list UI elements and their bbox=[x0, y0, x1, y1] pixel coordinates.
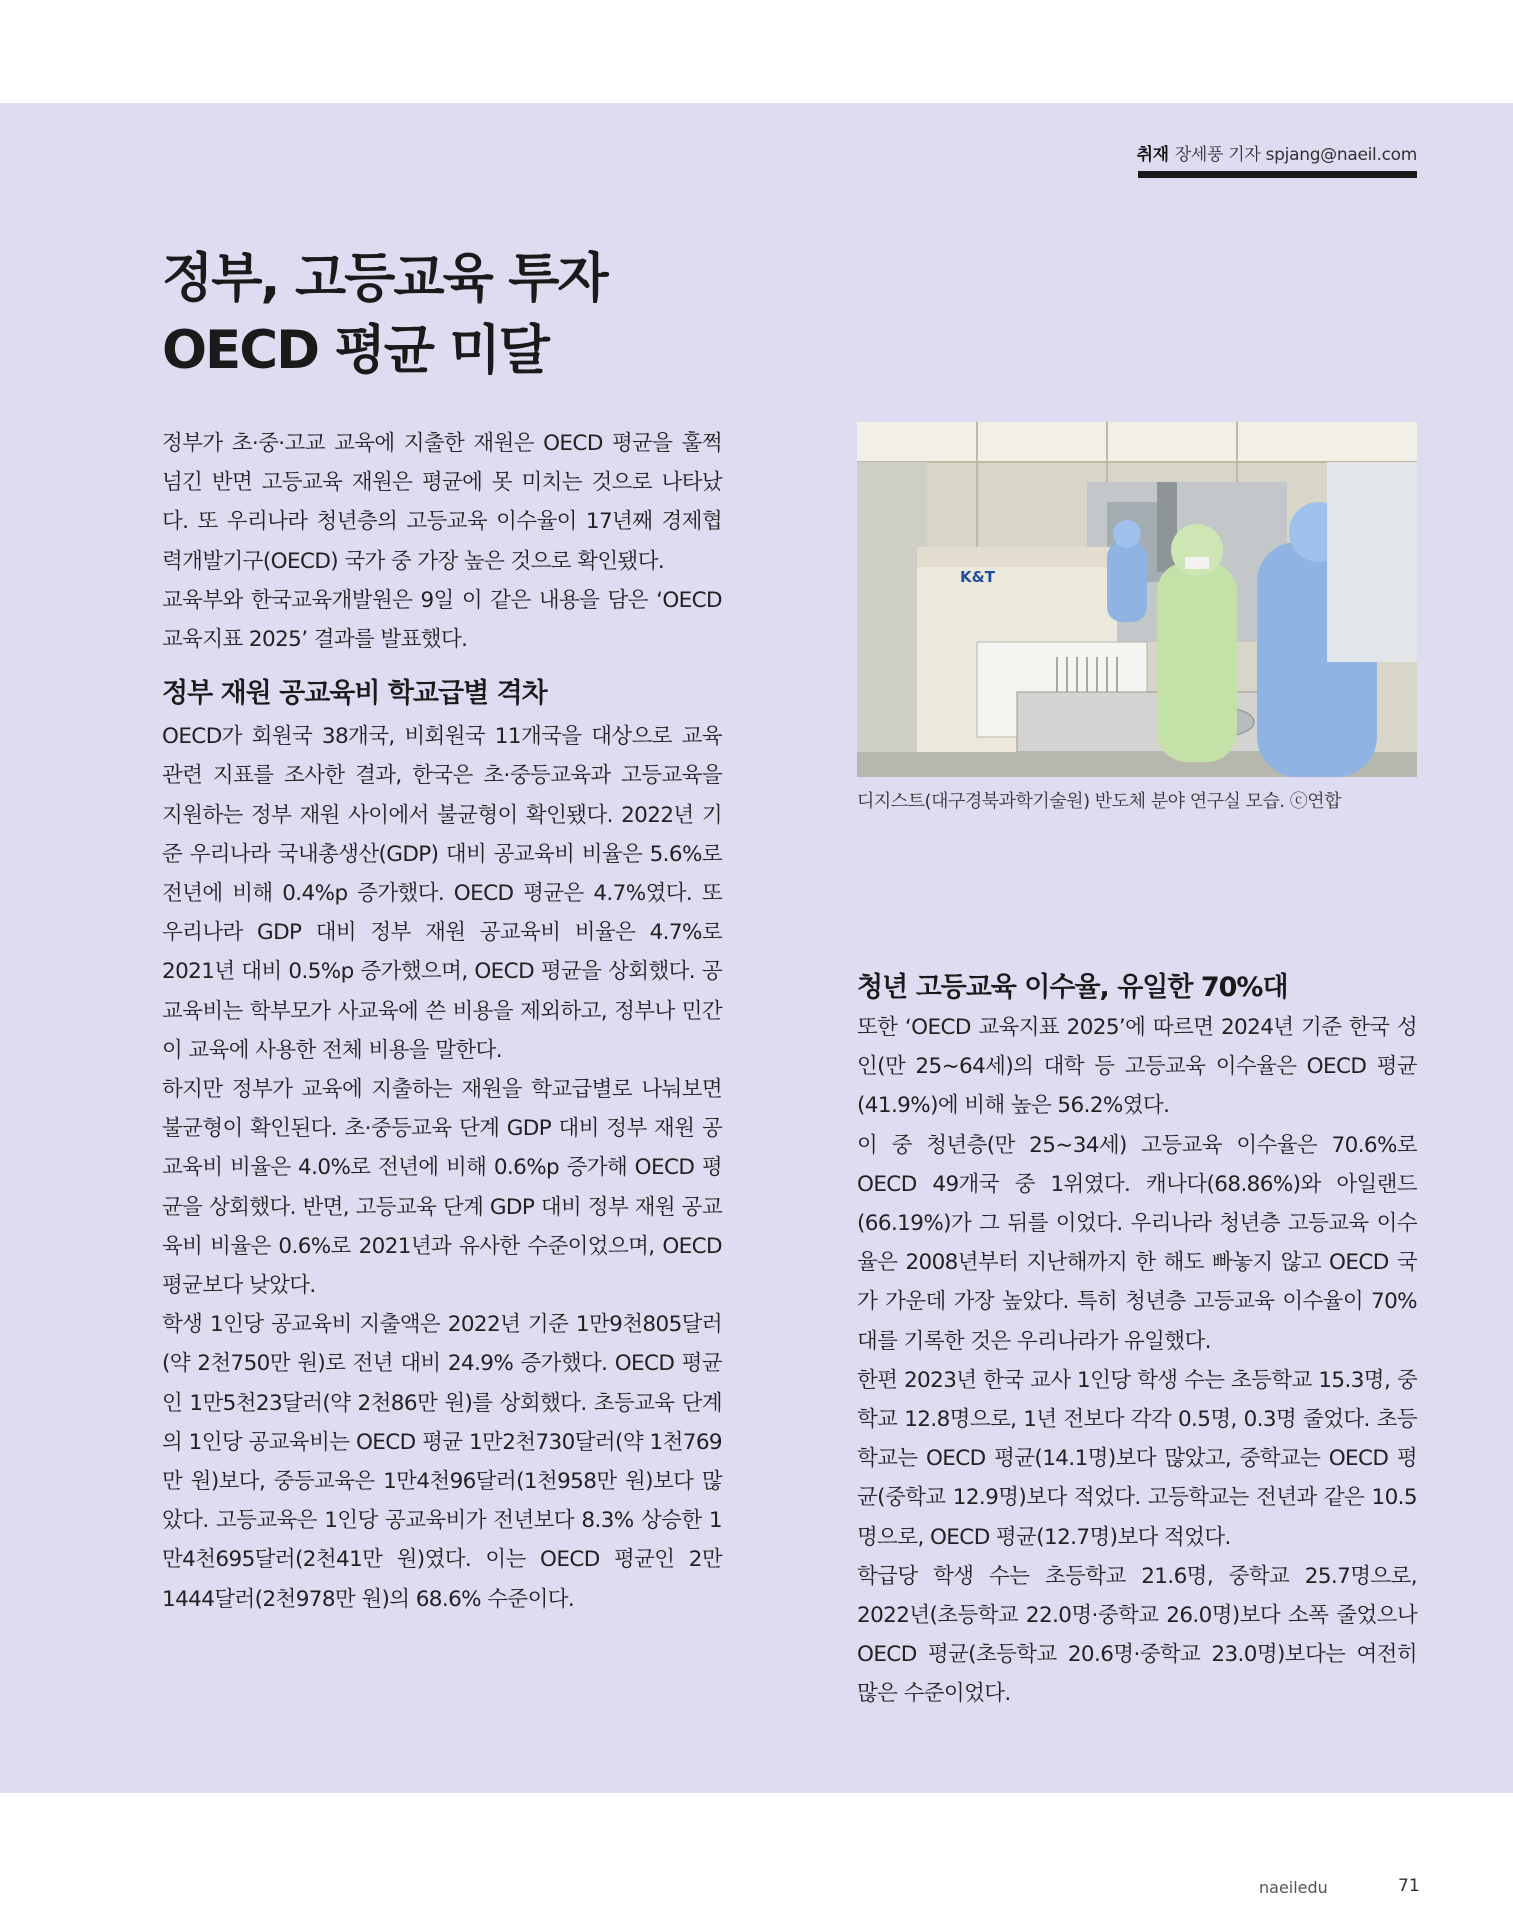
footer-site-name: naeiledu bbox=[1259, 1878, 1328, 1897]
section2-heading: 청년 고등교육 이수율, 유일한 70%대 bbox=[857, 972, 1288, 1003]
right-column bbox=[857, 1008, 1417, 1714]
lab-photo bbox=[857, 422, 1417, 777]
lab-photo-illustration bbox=[857, 422, 1417, 777]
byline-rule bbox=[1138, 171, 1417, 178]
intro-paragraph-1: 정부가 초·중·고교 교육에 지출한 재원은 OECD 평균을 훌쩍 넘긴 반면 고등교육 재원은 평균에 못 미치는 것으로 나타났다. 또 우리나라 청년층의 고등교육 이수율이 17년째 경제협력개발기구(OECD) 국가 중 가장 높은 것으로 확인됐다. bbox=[162, 431, 722, 574]
section2-paragraph-2: 이 중 청년층(만 25∼34세) 고등교육 이수율은 70.6%로 OECD 49개국 중 1위였다. 캐나다(68.86%)와 아일랜드(66.19%)가 그 뒤를 이었다. 우리나라 청년층 고등교육 이수율은 2008년부터 지난해까지 한 해도 빠놓지 않고 OECD 국가 가운데 가장 높았다. 특히 청년층 고등교육 이수율이 70%대를 기록한 것은 우리나라가 유일했다. bbox=[857, 1132, 1417, 1354]
section1-paragraph-2: 하지만 정부가 교육에 지출하는 재원을 학교급별로 나눠보면 불균형이 확인된다. 초·중등교육 단계 GDP 대비 정부 재원 공교육비 비율은 4.0%로 전년에 비해 0.6%p 증가해 OECD 평균을 상회했다. 반면, 고등교육 단계 GDP 대비 정부 재원 공교육비 비율은 0.6%로 2021년과 유사한 수준이었으며, OECD 평균보다 낮았다. bbox=[162, 1077, 722, 1299]
intro-paragraph-2: 교육부와 한국교육개발원은 9일 이 같은 내용을 담은 ‘OECD 교육지표 2025’ 결과를 발표했다. bbox=[162, 587, 722, 653]
section2-paragraph-3: 한편 2023년 한국 교사 1인당 학생 수는 초등학교 15.3명, 중학교 12.8명으로, 1년 전보다 각각 0.5명, 0.3명 줄었다. 초등학교는 OECD 평균(14.1명)보다 많았고, 중학교는 OECD 평균(중학교 12.9명)보다 적었다. 고등학교는 전년과 같은 10.5명으로, OECD 평균(12.7명)보다 적었다. bbox=[857, 1367, 1417, 1550]
page-number: 71 bbox=[1398, 1876, 1420, 1896]
section1-heading: 정부 재원 공교육비 학교급별 격차 bbox=[162, 678, 547, 710]
equipment-sign: K&T bbox=[960, 568, 995, 586]
section2-paragraph-4: 학급당 학생 수는 초등학교 21.6명, 중학교 25.7명으로, 2022년(초등학교 22.0명·중학교 26.0명)보다 소폭 줄었으나 OECD 평균(초등학교 20.6명·중학교 23.0명)보다는 여전히 많은 수준이었다. bbox=[857, 1563, 1417, 1707]
headline bbox=[162, 243, 862, 387]
section1-paragraph-3: 학생 1인당 공교육비 지출액은 2022년 기준 1만9천805달러(약 2천750만 원)로 전년 대비 24.9% 증가했다. OECD 평균인 1만5천23달러(약 2천86만 원)를 상회했다. 초등교육 단계의 1인당 공교육비는 OECD 평균 1만2천730달러(약 1천769만 원)보다, 중등교육은 1만4천96달러(1천958만 원)보다 많았다. 고등교육은 1인당 공교육비가 전년보다 8.3% 상승한 1만4천695달러(2천41만 원)였다. 이는 OECD 평균인 2만1444달러(2천978만 원)의 68.6% 수준이다. bbox=[162, 1312, 722, 1612]
headline-line-2: OECD 평균 미달 bbox=[162, 320, 548, 381]
section2-paragraph-1: 또한 ‘OECD 교육지표 2025’에 따르면 2024년 기준 한국 성인(만 25∼64세)의 대학 등 고등교육 이수율은 OECD 평균(41.9%)에 비해 높은 56.2%였다. bbox=[857, 1015, 1417, 1119]
headline-line-1: 정부, 고등교육 투자 bbox=[162, 248, 607, 309]
byline-label: 취재 bbox=[1136, 145, 1169, 165]
left-column bbox=[162, 424, 722, 1619]
section1-paragraph-1: OECD가 회원국 38개국, 비회원국 11개국을 대상으로 교육 관련 지표를 조사한 결과, 한국은 초·중등교육과 고등교육을 지원하는 정부 재원 사이에서 불균형이 확인됐다. 2022년 기준 우리나라 국내총생산(GDP) 대비 공교육비 비율은 5.6%로 전년에 비해 0.4%p 증가했다. OECD 평균은 4.7%였다. 또 우리나라 GDP 대비 정부 재원 공교육비 비율은 4.7%로 2021년 대비 0.5%p 증가했으며, OECD 평균을 상회했다. 공교육비는 학부모가 사교육에 쓴 비용을 제외하고, 정부나 민간이 교육에 사용한 전체 비용을 말한다. bbox=[162, 724, 722, 1063]
byline-text: 장세풍 기자 spjang@naeil.com bbox=[1174, 145, 1417, 165]
photo-caption: 디지스트(대구경북과학기술원) 반도체 분야 연구실 모습. ⓒ연합 bbox=[857, 791, 1342, 812]
byline bbox=[1137, 140, 1417, 165]
